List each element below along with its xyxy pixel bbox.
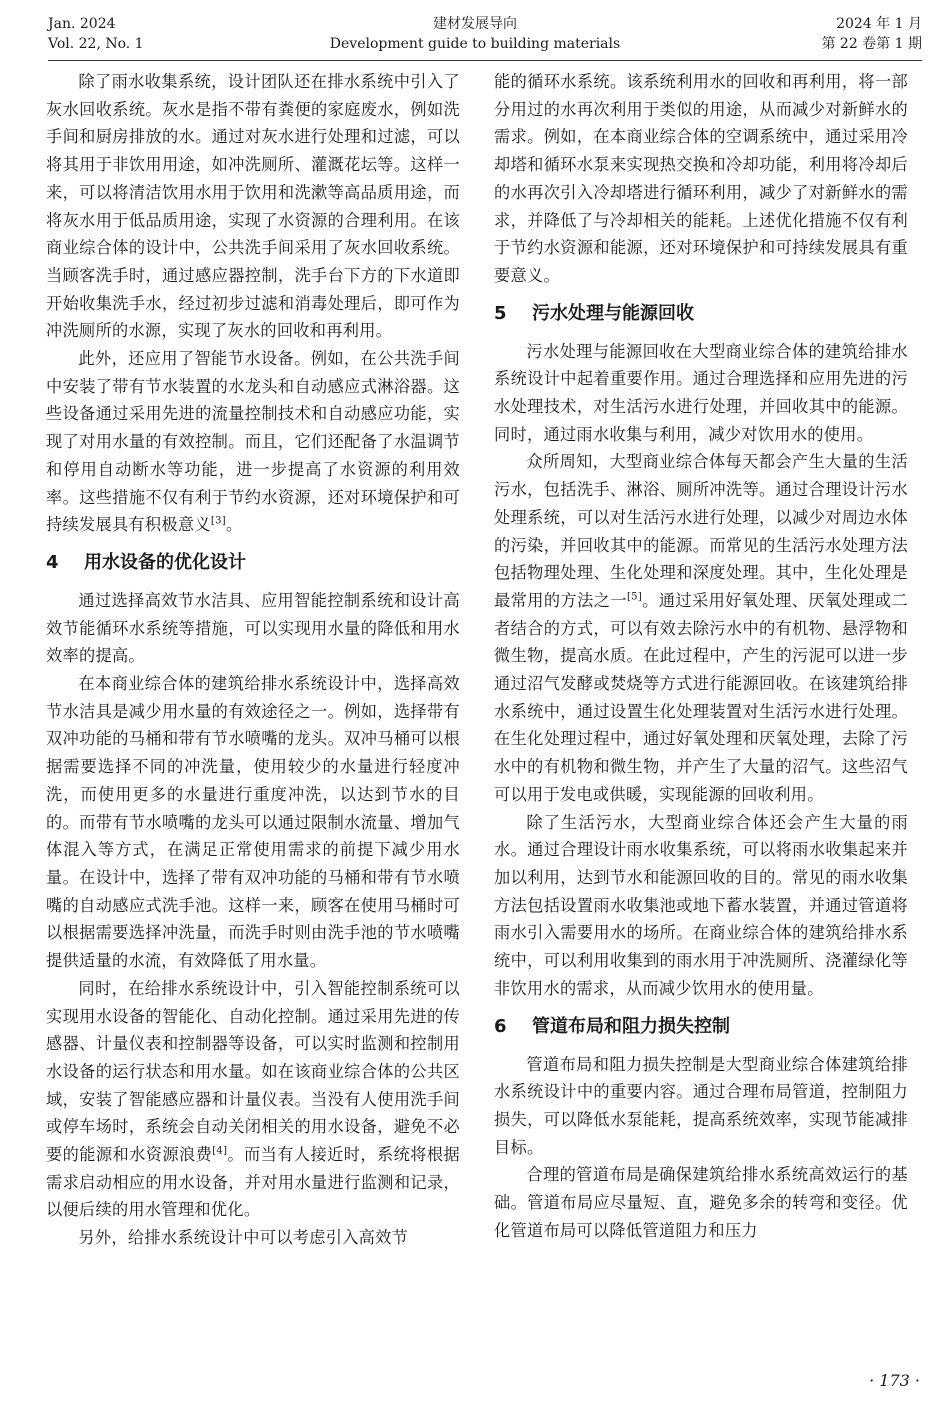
paragraph: 管道布局和阻力损失控制是大型商业综合体建筑给排水系统设计中的重要内容。通过合理布局管道，控制阻力损失，可以降低水泵能耗，提高系统效率，实现节能减排目标。 <box>494 1054 908 1157</box>
volume-number: Vol. 22, No. 1 <box>48 36 144 52</box>
journal-issue-en <box>48 14 144 54</box>
journal-issue-cn <box>821 14 922 54</box>
volume-number-cn: 第 22 卷第 1 期 <box>821 36 922 52</box>
right-column <box>494 68 908 1244</box>
paragraph: 除了雨水收集系统，设计团队还在排水系统中引入了灰水回收系统。灰水是指不带有粪便的家庭废水，例如洗手间和厨房排放的水。通过对灰水进行处理和过滤，可以将其用于非饮用用途，如冲洗厕所、灌溉花坛等。这样一来，可以将清洁饮用水用于饮用和洗漱等高品质用途，而将灰水用于低品质用途，实现了水资源的合理利用。在该商业综合体的设计中，公共洗手间采用了灰水回收系统。当顾客洗手时，通过感应器控制，洗手台下方的下水道即开始收集洗手水，经过初步过滤和消毒处理后，即可作为冲洗厕所的水源，实现了灰水的回收和再利用。 <box>46 72 460 341</box>
paragraph: 另外，给排水系统设计中可以考虑引入高效节 <box>78 1228 409 1248</box>
citation[interactable]: [5] <box>626 591 643 603</box>
section-heading-6: 6 管道布局和阻力损失控制 <box>494 1015 730 1037</box>
paragraph: 此外，还应用了智能节水设备。例如，在公共洗手间中安装了带有节水装置的水龙头和自动感应式淋浴器。这些设备通过采用先进的流量控制技术和自动感应功能，实现了对用水量的有效控制。而且，它们还配备了水温调节和停用自动断水等功能，进一步提高了水资源的利用效率。这些措施不仅有利于节约水资源，还对环境保护和可持续发展具有积极意义[3]。 <box>46 349 460 535</box>
paragraph: 污水处理与能源回收在大型商业综合体的建筑给排水系统设计中起着重要作用。通过合理选择和应用先进的污水处理技术，对生活污水进行处理，并回收其中的能源。同时，通过雨水收集与利用，减少对饮用水的使用。 <box>494 341 908 444</box>
page-header <box>0 0 950 58</box>
citation[interactable]: [4] <box>212 1145 228 1157</box>
paragraph: 通过选择高效节水洁具、应用智能控制系统和设计高效节能循环水系统等措施，可以实现用水量的降低和用水效率的提高。 <box>46 590 460 666</box>
paragraph: 同时，在给排水系统设计中，引入智能控制系统可以实现用水设备的智能化、自动化控制。通过采用先进的传感器、计量仪表和控制器等设备，可以实时监测和控制用水设备的运行状态和用水量。如在该商业综合体的公共区域，安装了智能感应器和计量仪表。当没有人使用洗手间或停车场时，系统会自动关闭相关的用水设备，避免不必要的能源和水资源浪费[4]。而当有人接近时，系统将根据需求启动相应的用水设备，并对用水量进行监测和记录，以便后续的用水管理和优化。 <box>46 978 460 1220</box>
journal-title-cn: 建材发展导向 <box>433 16 517 32</box>
paragraph: 合理的管道布局是确保建筑给排水系统高效运行的基础。管道布局应尽量短、直，避免多余的转弯和变径。优化管道布局可以降低管道阻力和压力 <box>494 1165 908 1240</box>
issue-date-cn: 2024 年 1 月 <box>836 16 922 32</box>
header-divider <box>48 60 922 61</box>
section-heading-5: 5 污水处理与能源回收 <box>494 302 694 324</box>
paragraph: 众所周知，大型商业综合体每天都会产生大量的生活污水，包括洗手、淋浴、厕所冲洗等。通过合理设计污水处理系统，可以对生活污水进行处理，以减少对周边水体的污染，并回收其中的能源。而常见的生活污水处理方法包括物理处理、生化处理和深度处理。其中，生化处理是最常用的方法之一[5]。通过采用好氧处理、厌氧处理或二者结合的方式，可以有效去除污水中的有机物、悬浮物和微生物，提高水质。在此过程中，产生的污泥可以进一步通过沼气发酵或焚烧等方式进行能源回收。在该建筑给排水系统中，通过设置生化处理装置对生活污水进行处理。在生化处理过程中，通过好氧处理和厌氧处理，去除了污水中的有机物和微生物，并产生了大量的沼气。这些沼气可以用于发电或供暖，实现能源的回收利用。 <box>494 452 908 804</box>
journal-title <box>300 14 650 54</box>
journal-title-en: Development guide to building materials <box>329 36 621 52</box>
section-heading-4: 4 用水设备的优化设计 <box>46 551 246 573</box>
citation[interactable]: [3] <box>210 515 226 527</box>
paragraph: 在本商业综合体的建筑给排水系统设计中，选择高效节水洁具是减少用水量的有效途径之一。例如，选择带有双冲功能的马桶和带有节水喷嘴的龙头。双冲马桶可以根据需要选择不同的冲洗量，使用较少的水量进行轻度冲洗，而使用更多的水量进行重度冲洗，以达到节水的目的。而带有节水喷嘴的龙头可以通过限制水流量、增加气体混入等方式，在满足正常使用需求的前提下减少用水量。在设计中，选择了带有双冲功能的马桶和带有节水喷嘴的自动感应式洗手池。这样一来，顾客在使用马桶时可以根据需要选择冲洗量，而洗手时则由洗手池的节水喷嘴提供适量的水流，有效降低了用水量。 <box>46 674 460 971</box>
page-number: · 173 · <box>869 1371 920 1390</box>
paragraph: 能的循环水系统。该系统利用水的回收和再利用，将一部分用过的水再次利用于类似的用途，从而减少对新鲜水的需求。例如，在本商业综合体的空调系统中，通过采用冷却塔和循环水泵来实现热交换和冷却功能，利用将冷却后的水再次引入冷却塔进行循环利用，减少了对新鲜水的需求，并降低了与冷却相关的能耗。上述优化措施不仅有利于节约水资源和能源，还对环境保护和可持续发展具有重要意义。 <box>494 72 908 285</box>
issue-date: Jan. 2024 <box>48 16 116 32</box>
left-column <box>46 68 460 1252</box>
paragraph: 除了生活污水，大型商业综合体还会产生大量的雨水。通过合理设计雨水收集系统，可以将雨水收集起来并加以利用，达到节水和能源回收的目的。常见的雨水收集方法包括设置雨水收集池或地下蓄水装置，并通过管道将雨水引入需要用水的场所。在商业综合体的建筑给排水系统中，可以利用收集到的雨水用于冲洗厕所、浇灌绿化等非饮用水的需求，从而减少饮用水的使用量。 <box>494 812 908 998</box>
